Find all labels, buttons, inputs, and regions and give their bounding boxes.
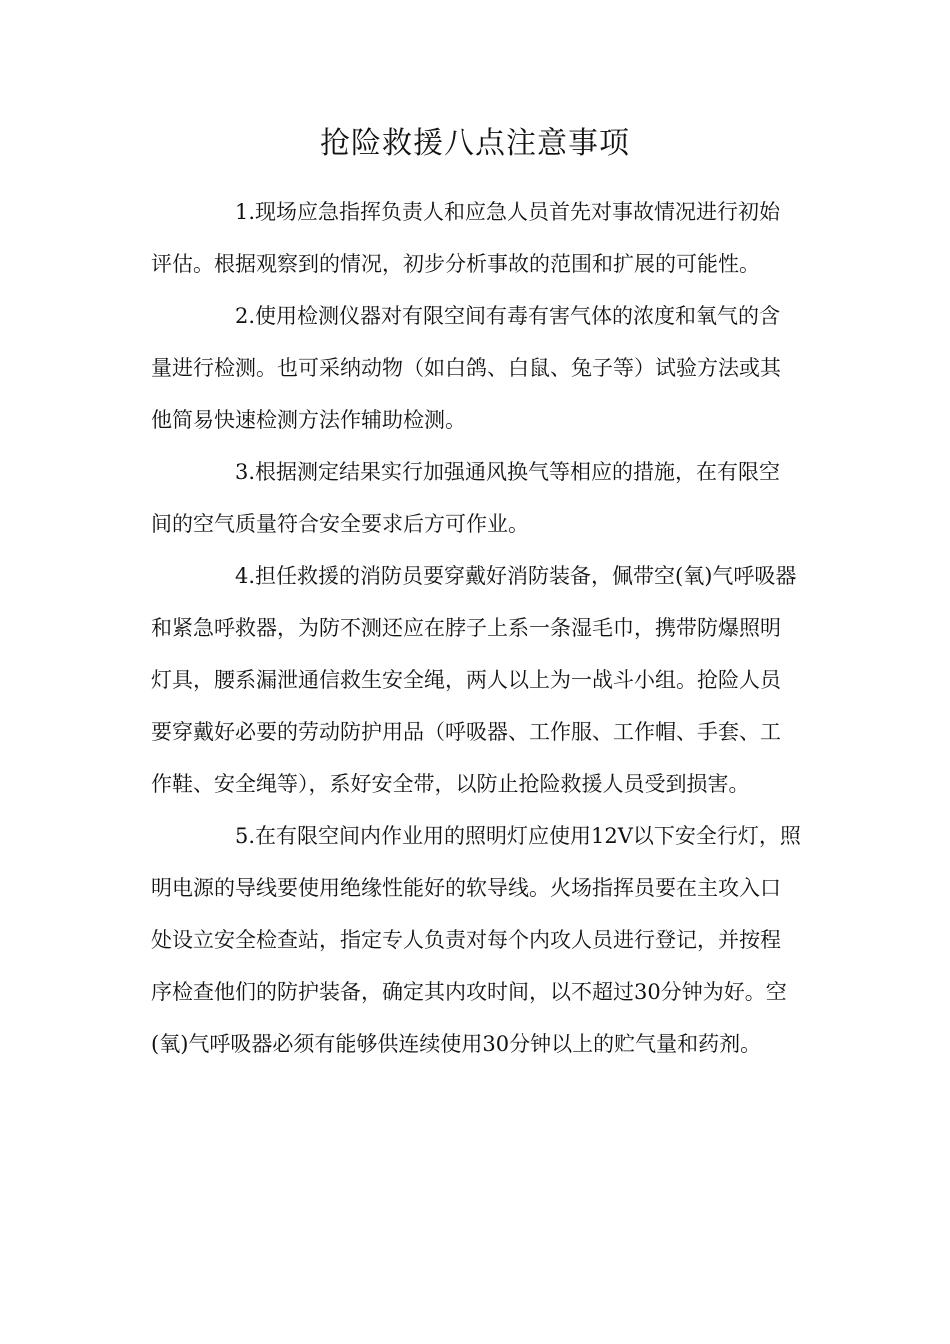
paragraph-2: 2.使用检测仪器对有限空间有毒有害气体的浓度和氧气的含量进行检测。也可采纳动物（如白鸽、白鼠、兔子等）试验方法或其他简易快速检测方法作辅助检测。 [151,304,781,432]
paragraph-5: 5.在有限空间内作业用的照明灯应使用12V以下安全行灯，照明电源的导线要使用绝缘性能好的软导线。火场指挥员要在主攻入口处设立安全检查站，指定专人负责对每个内攻人员进行登记，并按程序检查他们的防护装备，确定其内攻时间，以不超过30分钟为好。空(氧)气呼吸器必须有能够供连续使用30分钟以上的贮气量和药剂。 [151,824,801,1056]
paragraph-4: 4.担任救援的消防员要穿戴好消防装备，佩带空(氧)气呼吸器和紧急呼救器，为防不测还应在脖子上系一条湿毛巾，携带防爆照明灯具，腰系漏泄通信救生安全绳，两人以上为一战斗小组。抢险人员要穿戴好必要的劳动防护用品（呼吸器、工作服、工作帽、手套、工作鞋、安全绳等），系好安全带，以防止抢险救援人员受到损害。 [151,564,797,796]
document-body [151,186,801,1070]
document-title: 抢险救援八点注意事项 [320,126,630,161]
paragraph-1: 1.现场应急指挥负责人和应急人员首先对事故情况进行初始评估。根据观察到的情况，初步分析事故的范围和扩展的可能性。 [151,200,781,276]
paragraph-3: 3.根据测定结果实行加强通风换气等相应的措施，在有限空间的空气质量符合安全要求后方可作业。 [151,460,781,536]
